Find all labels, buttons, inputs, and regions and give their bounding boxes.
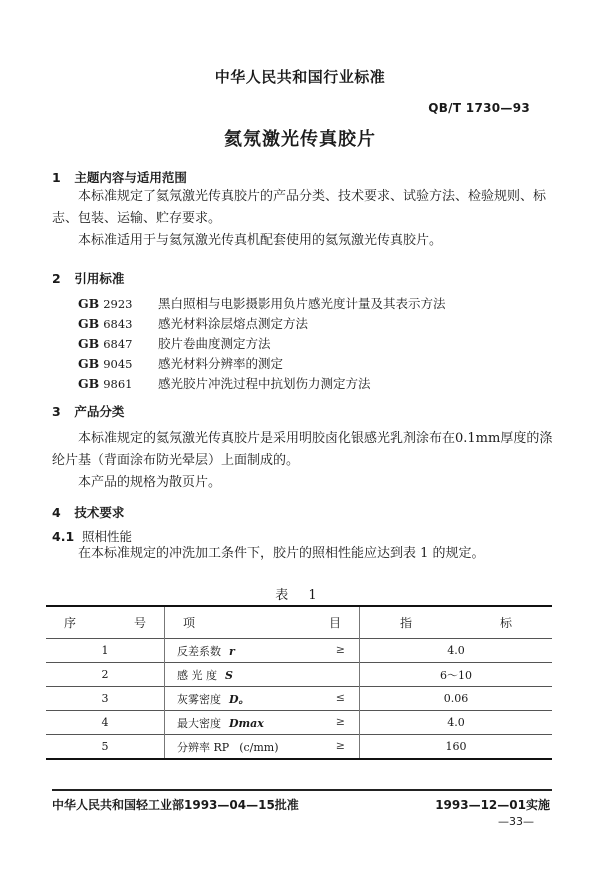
ref-number: 2923	[103, 297, 133, 311]
document-title: 氦氖激光传真胶片	[224, 129, 376, 150]
row-number: 2	[46, 663, 165, 687]
ref-prefix: GB	[78, 376, 100, 391]
section-title: 主题内容与适用范围	[74, 170, 187, 185]
section-3-heading	[52, 402, 124, 420]
header-item: 项 目	[165, 606, 360, 639]
ref-title: 感光材料分辨率的测定	[158, 356, 284, 371]
row-number: 4	[46, 711, 165, 735]
table-row	[46, 687, 552, 711]
row-value: 6～10	[360, 663, 553, 687]
table-row	[46, 711, 552, 735]
section-title: 技术要求	[74, 505, 125, 520]
ref-number: 6847	[103, 337, 133, 351]
ref-title: 胶片卷曲度测定方法	[158, 336, 271, 351]
subsection-title: 照相性能	[81, 529, 132, 544]
standard-category: 中华人民共和国行业标准	[214, 68, 386, 86]
approval-statement: 中华人民共和国轻工业部1993—04—15批准	[52, 798, 299, 812]
table-caption: 表 1	[275, 588, 325, 603]
ref-prefix: GB	[78, 296, 100, 311]
table-header-row	[46, 606, 552, 639]
row-item: 感 光 度 S	[165, 663, 360, 687]
standard-code: QB/T 1730—93	[428, 101, 530, 115]
table-row	[46, 663, 552, 687]
reference-item	[78, 354, 446, 374]
row-value: 160	[360, 735, 553, 760]
page-number: —33—	[498, 815, 534, 828]
section-4-heading	[52, 503, 124, 521]
subsection-4-1-paragraph: 在本标准规定的冲洗加工条件下，胶片的照相性能应达到表 1 的规定。	[78, 546, 485, 561]
footer-divider	[52, 789, 552, 791]
row-item: 分辨率 RP (c/mm) ≥	[165, 735, 360, 760]
ref-prefix: GB	[78, 316, 100, 331]
section-1-heading	[52, 168, 187, 186]
row-value: 0.06	[360, 687, 553, 711]
reference-item	[78, 334, 446, 354]
row-item: 灰雾密度 D。 ≤	[165, 687, 360, 711]
table-row	[46, 639, 552, 663]
performance-table	[46, 605, 552, 760]
section-1-paragraph-1: 本标准规定了氦氖激光传真胶片的产品分类、技术要求、试验方法、检验规则、标志、包装、运输、贮存要求。	[52, 189, 547, 226]
row-number: 5	[46, 735, 165, 760]
section-1-paragraph-2: 本标准适用于与氦氖激光传真机配套使用的氦氖激光传真胶片。	[78, 233, 443, 248]
ref-number: 9861	[103, 377, 133, 391]
ref-prefix: GB	[78, 336, 100, 351]
reference-list	[78, 294, 446, 394]
section-title: 引用标准	[74, 271, 125, 286]
header-number: 序 号	[46, 606, 165, 639]
row-number: 1	[46, 639, 165, 663]
ref-title: 黑白照相与电影摄影用负片感光度计量及其表示方法	[158, 296, 446, 311]
row-value: 4.0	[360, 639, 553, 663]
ref-title: 感光胶片冲洗过程中抗划伤力测定方法	[158, 376, 371, 391]
section-number: 1	[52, 170, 61, 185]
row-item: 反差系数 r ≥	[165, 639, 360, 663]
section-3-paragraph-1: 本标准规定的氦氖激光传真胶片是采用明胶卤化银感光乳剂涂布在0.1mm厚度的涤纶片基（背面涂布防光晕层）上面制成的。	[52, 431, 553, 468]
ref-number: 6843	[103, 317, 133, 331]
section-3-paragraph-2: 本产品的规格为散页片。	[78, 475, 222, 490]
reference-item	[78, 314, 446, 334]
reference-item	[78, 294, 446, 314]
section-number: 2	[52, 271, 61, 286]
ref-number: 9045	[103, 357, 133, 371]
ref-prefix: GB	[78, 356, 100, 371]
section-number: 3	[52, 404, 61, 419]
section-2-heading	[52, 269, 124, 287]
reference-item	[78, 374, 446, 394]
subsection-number: 4.1	[52, 529, 75, 544]
row-item: 最大密度 Dmax ≥	[165, 711, 360, 735]
table-row	[46, 735, 552, 760]
header-value: 指 标	[360, 606, 553, 639]
section-number: 4	[52, 505, 61, 520]
implementation-date: 1993—12—01实施	[435, 798, 550, 812]
row-number: 3	[46, 687, 165, 711]
section-title: 产品分类	[74, 404, 125, 419]
ref-title: 感光材料涂层熔点测定方法	[158, 316, 309, 331]
row-value: 4.0	[360, 711, 553, 735]
